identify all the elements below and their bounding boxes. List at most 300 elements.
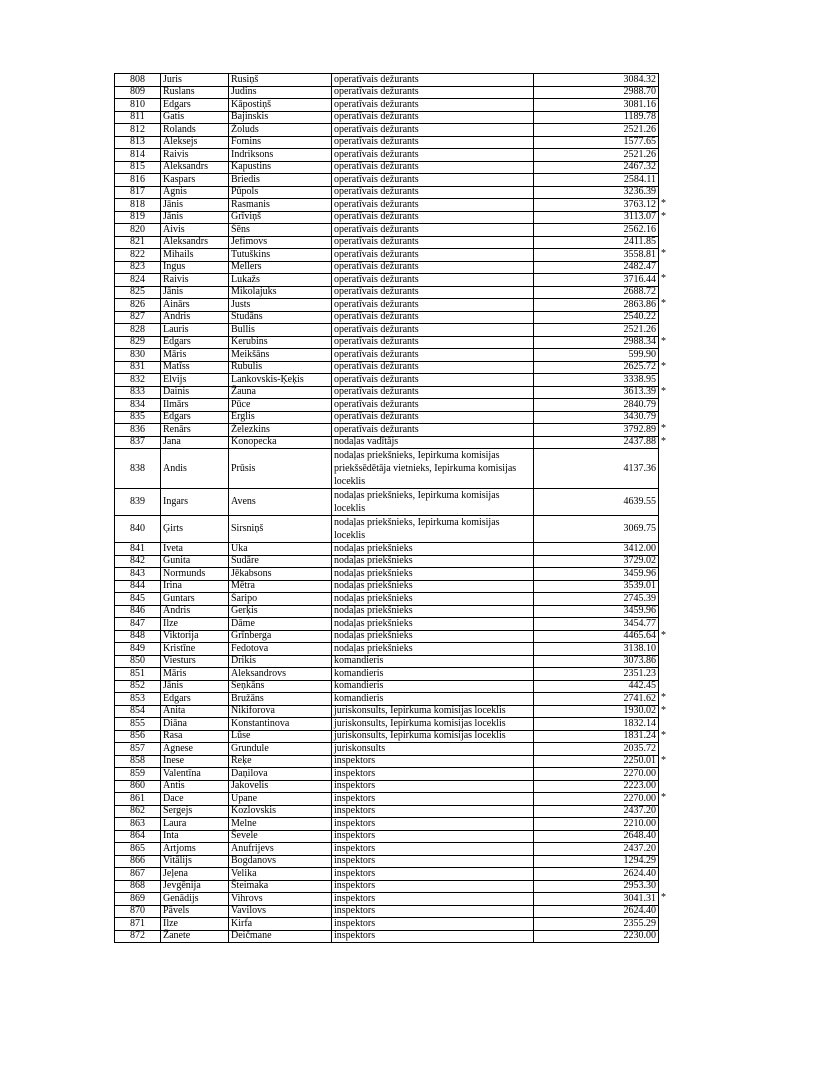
amount-cell [534, 568, 659, 581]
first-name-cell [161, 124, 229, 137]
table-row [115, 718, 659, 731]
first-name: Ģirts [163, 523, 183, 534]
first-name: Rasa [163, 730, 183, 742]
amount-cell [534, 174, 659, 187]
first-name-cell [161, 324, 229, 337]
position: inspektors [334, 892, 376, 904]
asterisk-note-marker: * [661, 385, 666, 397]
first-name-cell [161, 568, 229, 581]
table-row [115, 830, 659, 843]
amount-cell [534, 411, 659, 424]
table-row [115, 86, 659, 99]
table-row [115, 236, 659, 249]
first-name: Renārs [163, 423, 191, 435]
last-name-cell [229, 680, 332, 693]
table-row [115, 768, 659, 781]
first-name-cell [161, 161, 229, 174]
first-name: Raivis [163, 148, 189, 160]
row-number: 830 [130, 348, 145, 360]
first-name: Andis [163, 462, 187, 474]
position: inspektors [334, 880, 376, 892]
table-row [115, 568, 659, 581]
row-number-cell [115, 336, 161, 349]
last-name: Fomins [231, 136, 262, 148]
row-number-cell [115, 868, 161, 881]
amount: 2584.11 [623, 173, 656, 185]
row-number-cell [115, 643, 161, 656]
amount-cell [534, 892, 666, 906]
amount: 3716.44 [623, 273, 656, 285]
first-name: Ingus [163, 261, 186, 273]
position-cell [332, 555, 534, 568]
first-name: Rolands [163, 123, 196, 135]
position-cell [332, 386, 534, 399]
position-cell [332, 211, 534, 224]
last-name-cell [229, 411, 332, 424]
amount-cell [534, 74, 659, 87]
position-cell [332, 830, 534, 843]
amount: 1930.02 [623, 705, 656, 717]
position: inspektors [334, 842, 376, 854]
position: operatīvais dežurants [334, 423, 419, 435]
amount: 1189.78 [623, 111, 656, 123]
position: inspektors [334, 867, 376, 879]
position: operatīvais dežurants [334, 298, 419, 310]
position: operatīvais dežurants [334, 373, 419, 385]
last-name: Bajinskis [231, 111, 269, 123]
position: operatīvais dežurants [334, 323, 419, 335]
table-row [115, 580, 659, 593]
position-cell [332, 286, 534, 299]
amount-cell [534, 186, 659, 199]
amount: 2648.40 [623, 830, 656, 842]
last-name: Meikšāns [231, 348, 270, 360]
first-name: Elvijs [163, 373, 187, 385]
amount: 2482.47 [623, 261, 656, 273]
first-name-cell [161, 286, 229, 299]
first-name: Lauris [163, 323, 189, 335]
first-name: Edgars [163, 98, 191, 110]
position-cell [332, 668, 534, 681]
position: operatīvais dežurants [334, 123, 419, 135]
position: komandieris [334, 680, 384, 692]
asterisk-note-marker: * [661, 210, 666, 222]
amount-cell [534, 593, 659, 606]
last-name: Studāns [231, 311, 263, 323]
table-row [115, 843, 659, 856]
first-name: Ruslans [163, 86, 195, 98]
table-row [115, 199, 659, 212]
row-number: 825 [130, 286, 145, 298]
row-number-cell [115, 705, 161, 718]
first-name: Laura [163, 817, 187, 829]
first-name-cell [161, 643, 229, 656]
last-name-cell [229, 618, 332, 631]
position-cell [332, 361, 534, 374]
last-name: Briedis [231, 173, 260, 185]
row-number: 822 [130, 248, 145, 260]
amount: 2270.00 [623, 767, 656, 779]
table-row [115, 755, 659, 768]
row-number: 810 [130, 98, 145, 110]
row-number-cell [115, 930, 161, 943]
row-number: 811 [130, 111, 145, 123]
last-name: Kāpostiņš [231, 98, 271, 110]
position: nodaļas priekšnieks [334, 617, 413, 629]
last-name-cell [229, 843, 332, 856]
table-row [115, 161, 659, 174]
position: operatīvais dežurants [334, 398, 419, 410]
first-name-cell [161, 374, 229, 387]
salary-table-body [115, 73, 666, 943]
last-name-cell [229, 286, 332, 299]
first-name-cell [161, 743, 229, 756]
amount: 3558.81 [623, 248, 656, 260]
last-name-cell [229, 261, 332, 274]
row-number: 817 [130, 186, 145, 198]
last-name: Jēkabsons [231, 567, 272, 579]
last-name-cell [229, 793, 332, 806]
table-row [115, 930, 659, 943]
amount-cell [534, 743, 659, 756]
position: inspektors [334, 917, 376, 929]
position: nodaļas priekšnieks [334, 592, 413, 604]
asterisk-note-marker: * [661, 792, 666, 803]
position: nodaļas priekšnieks [334, 567, 413, 579]
asterisk-note-marker: * [661, 423, 666, 434]
position-cell [332, 224, 534, 237]
amount: 3454.77 [623, 617, 656, 629]
last-name: Šteimaka [231, 880, 269, 892]
row-number-cell [115, 149, 161, 162]
last-name-cell [229, 893, 332, 906]
first-name-cell [161, 299, 229, 312]
table-row [115, 593, 659, 606]
asterisk-note-marker: * [661, 248, 666, 259]
amount-cell [534, 489, 659, 516]
table-row [115, 311, 659, 324]
first-name: Andris [163, 605, 191, 617]
last-name: Aleksandrovs [231, 667, 286, 679]
first-name-cell [161, 149, 229, 162]
table-row [115, 489, 659, 516]
amount-cell [534, 805, 659, 818]
position: inspektors [334, 780, 376, 792]
amount-cell [534, 324, 659, 337]
row-number: 814 [130, 148, 145, 160]
position-cell [332, 793, 534, 806]
table-row [115, 630, 659, 643]
position: nodaļas priekšnieks [334, 642, 413, 654]
last-name-cell [229, 336, 332, 349]
last-name: Ērglis [231, 411, 255, 423]
row-number: 871 [130, 917, 145, 929]
first-name-cell [161, 868, 229, 881]
last-name-cell [229, 374, 332, 387]
last-name-cell [229, 855, 332, 868]
row-number-cell [115, 174, 161, 187]
first-name-cell [161, 249, 229, 262]
last-name-cell [229, 630, 332, 643]
row-number-cell [115, 86, 161, 99]
amount: 2230.00 [623, 930, 656, 942]
position: inspektors [334, 905, 376, 917]
first-name-cell [161, 768, 229, 781]
first-name: Juris [163, 73, 182, 85]
row-number-cell [115, 905, 161, 918]
table-row [115, 361, 659, 374]
position: inspektors [334, 830, 376, 842]
amount: 599.90 [628, 348, 656, 360]
asterisk-note-marker: * [661, 360, 666, 372]
amount: 3081.16 [623, 98, 656, 110]
position-cell [332, 730, 534, 743]
last-name-cell [229, 274, 332, 287]
amount: 2688.72 [623, 286, 656, 298]
last-name: Bružāns [231, 692, 264, 704]
table-row [115, 555, 659, 568]
amount-cell [534, 629, 666, 643]
last-name: Lukažs [231, 273, 260, 285]
table-row [115, 124, 659, 137]
amount-cell [534, 224, 659, 237]
position: inspektors [334, 792, 376, 804]
first-name-cell [161, 261, 229, 274]
last-name: Vavilovs [231, 905, 266, 917]
first-name: Matīss [163, 361, 190, 373]
row-number-cell [115, 880, 161, 893]
first-name: Raivis [163, 273, 189, 285]
position: operatīvais dežurants [334, 386, 419, 398]
first-name-cell [161, 136, 229, 149]
amount: 2521.26 [623, 123, 656, 135]
amount: 4639.55 [623, 496, 656, 507]
amount-cell [534, 930, 659, 943]
last-name: Daņilova [231, 767, 268, 779]
first-name-cell [161, 543, 229, 556]
last-name-cell [229, 905, 332, 918]
row-number: 838 [130, 462, 145, 474]
first-name-cell [161, 111, 229, 124]
row-number: 850 [130, 655, 145, 667]
row-number-cell [115, 436, 161, 449]
position-cell [332, 618, 534, 631]
table-row [115, 918, 659, 931]
table-row [115, 399, 659, 412]
position-cell [332, 249, 534, 262]
first-name: Edgars [163, 336, 191, 348]
last-name: Melne [231, 817, 257, 829]
row-number-cell [115, 593, 161, 606]
row-number-cell [115, 655, 161, 668]
row-number-cell [115, 618, 161, 631]
first-name-cell [161, 605, 229, 618]
row-number: 851 [130, 667, 145, 679]
position-cell [332, 593, 534, 606]
amount-cell [534, 718, 659, 731]
first-name: Dainis [163, 386, 190, 398]
table-row [115, 680, 659, 693]
row-number: 856 [130, 730, 145, 742]
first-name-cell [161, 880, 229, 893]
row-number: 863 [130, 817, 145, 829]
position-cell [332, 718, 534, 731]
first-name: Genādijs [163, 892, 199, 904]
amount: 2355.29 [623, 917, 656, 929]
first-name-cell [161, 74, 229, 87]
amount-cell [534, 680, 659, 693]
row-number: 846 [130, 605, 145, 617]
first-name: Māris [163, 348, 187, 360]
row-number-cell [115, 286, 161, 299]
first-name: Ingars [163, 496, 188, 507]
position: operatīvais dežurants [334, 248, 419, 260]
first-name-cell [161, 618, 229, 631]
position: operatīvais dežurants [334, 136, 419, 148]
row-number: 835 [130, 411, 145, 423]
position: operatīvais dežurants [334, 211, 419, 223]
row-number: 865 [130, 842, 145, 854]
last-name-cell [229, 136, 332, 149]
row-number-cell [115, 543, 161, 556]
last-name: Mikolajuks [231, 286, 277, 298]
first-name-cell [161, 199, 229, 212]
row-number-cell [115, 918, 161, 931]
position-cell [332, 324, 534, 337]
last-name-cell [229, 324, 332, 337]
table-row [115, 186, 659, 199]
position-cell [332, 855, 534, 868]
first-name-cell [161, 274, 229, 287]
last-name: Lankovskis-Ķeķis [231, 373, 304, 385]
amount-cell [534, 580, 659, 593]
position-cell [332, 174, 534, 187]
first-name-cell [161, 224, 229, 237]
amount: 2741.62 [623, 692, 656, 704]
amount-cell [534, 99, 659, 112]
amount: 2521.26 [623, 323, 656, 335]
amount: 2437.20 [623, 842, 656, 854]
row-number-cell [115, 136, 161, 149]
row-number-cell [115, 516, 161, 543]
first-name: Inta [163, 830, 179, 842]
last-name: Justs [231, 298, 251, 310]
amount-cell [534, 374, 659, 387]
amount-cell [534, 618, 659, 631]
amount: 3539.01 [623, 580, 656, 592]
amount-cell [534, 286, 659, 299]
first-name: Jānis [163, 211, 183, 223]
first-name: Valentīna [163, 767, 201, 779]
position-cell [332, 693, 534, 706]
amount: 2624.40 [623, 867, 656, 879]
position: operatīvais dežurants [334, 223, 419, 235]
first-name: Ilze [163, 617, 178, 629]
amount-cell [534, 843, 659, 856]
amount-cell [534, 435, 666, 449]
first-name: Ainārs [163, 298, 190, 310]
row-number-cell [115, 186, 161, 199]
amount: 2840.79 [623, 398, 656, 410]
row-number-cell [115, 693, 161, 706]
row-number-cell [115, 424, 161, 437]
row-number: 808 [130, 73, 145, 85]
table-row [115, 99, 659, 112]
position: operatīvais dežurants [334, 311, 419, 323]
last-name-cell [229, 805, 332, 818]
amount: 3113.07 [623, 211, 656, 223]
amount: 3763.12 [623, 198, 656, 210]
last-name-cell [229, 174, 332, 187]
amount: 2624.40 [623, 905, 656, 917]
amount-cell [534, 111, 659, 124]
last-name-cell [229, 86, 332, 99]
first-name: Kaspars [163, 173, 196, 185]
row-number-cell [115, 261, 161, 274]
last-name: Žauna [231, 386, 256, 398]
last-name-cell [229, 199, 332, 212]
amount-cell [534, 555, 659, 568]
position-cell [332, 161, 534, 174]
last-name-cell [229, 755, 332, 768]
amount: 2745.39 [623, 592, 656, 604]
last-name: Bullis [231, 323, 255, 335]
first-name-cell [161, 580, 229, 593]
position: operatīvais dežurants [334, 148, 419, 160]
first-name-cell [161, 336, 229, 349]
amount: 1294.29 [623, 855, 656, 867]
last-name: Pūpols [231, 186, 259, 198]
position: operatīvais dežurants [334, 73, 419, 85]
row-number-cell [115, 555, 161, 568]
last-name: Mellers [231, 261, 262, 273]
last-name: Kirfa [231, 917, 253, 929]
last-name: Pūce [231, 398, 251, 410]
row-number-cell [115, 199, 161, 212]
asterisk-note-marker: * [661, 273, 666, 284]
row-number-cell [115, 249, 161, 262]
first-name: Jeļena [163, 867, 188, 879]
position-cell [332, 580, 534, 593]
amount-cell [534, 124, 659, 137]
table-row [115, 336, 659, 349]
table-row [115, 905, 659, 918]
last-name: Dāme [231, 617, 255, 629]
row-number-cell [115, 755, 161, 768]
row-number-cell [115, 99, 161, 112]
position: nodaļas priekšnieks [334, 542, 413, 554]
position-cell [332, 868, 534, 881]
amount: 2411.85 [623, 236, 656, 248]
last-name-cell [229, 868, 332, 881]
position-cell [332, 918, 534, 931]
row-number: 852 [130, 680, 145, 692]
row-number: 832 [130, 373, 145, 385]
amount-cell [534, 385, 666, 399]
last-name: Mētra [231, 580, 255, 592]
table-row [115, 880, 659, 893]
position-cell [332, 99, 534, 112]
first-name-cell [161, 655, 229, 668]
last-name: Prūsis [231, 462, 256, 474]
last-name-cell [229, 211, 332, 224]
asterisk-note-marker: * [661, 435, 666, 447]
last-name: Rasmanis [231, 198, 270, 210]
amount-cell [534, 818, 659, 831]
position-cell [332, 311, 534, 324]
row-number: 867 [130, 867, 145, 879]
amount-cell [534, 918, 659, 931]
